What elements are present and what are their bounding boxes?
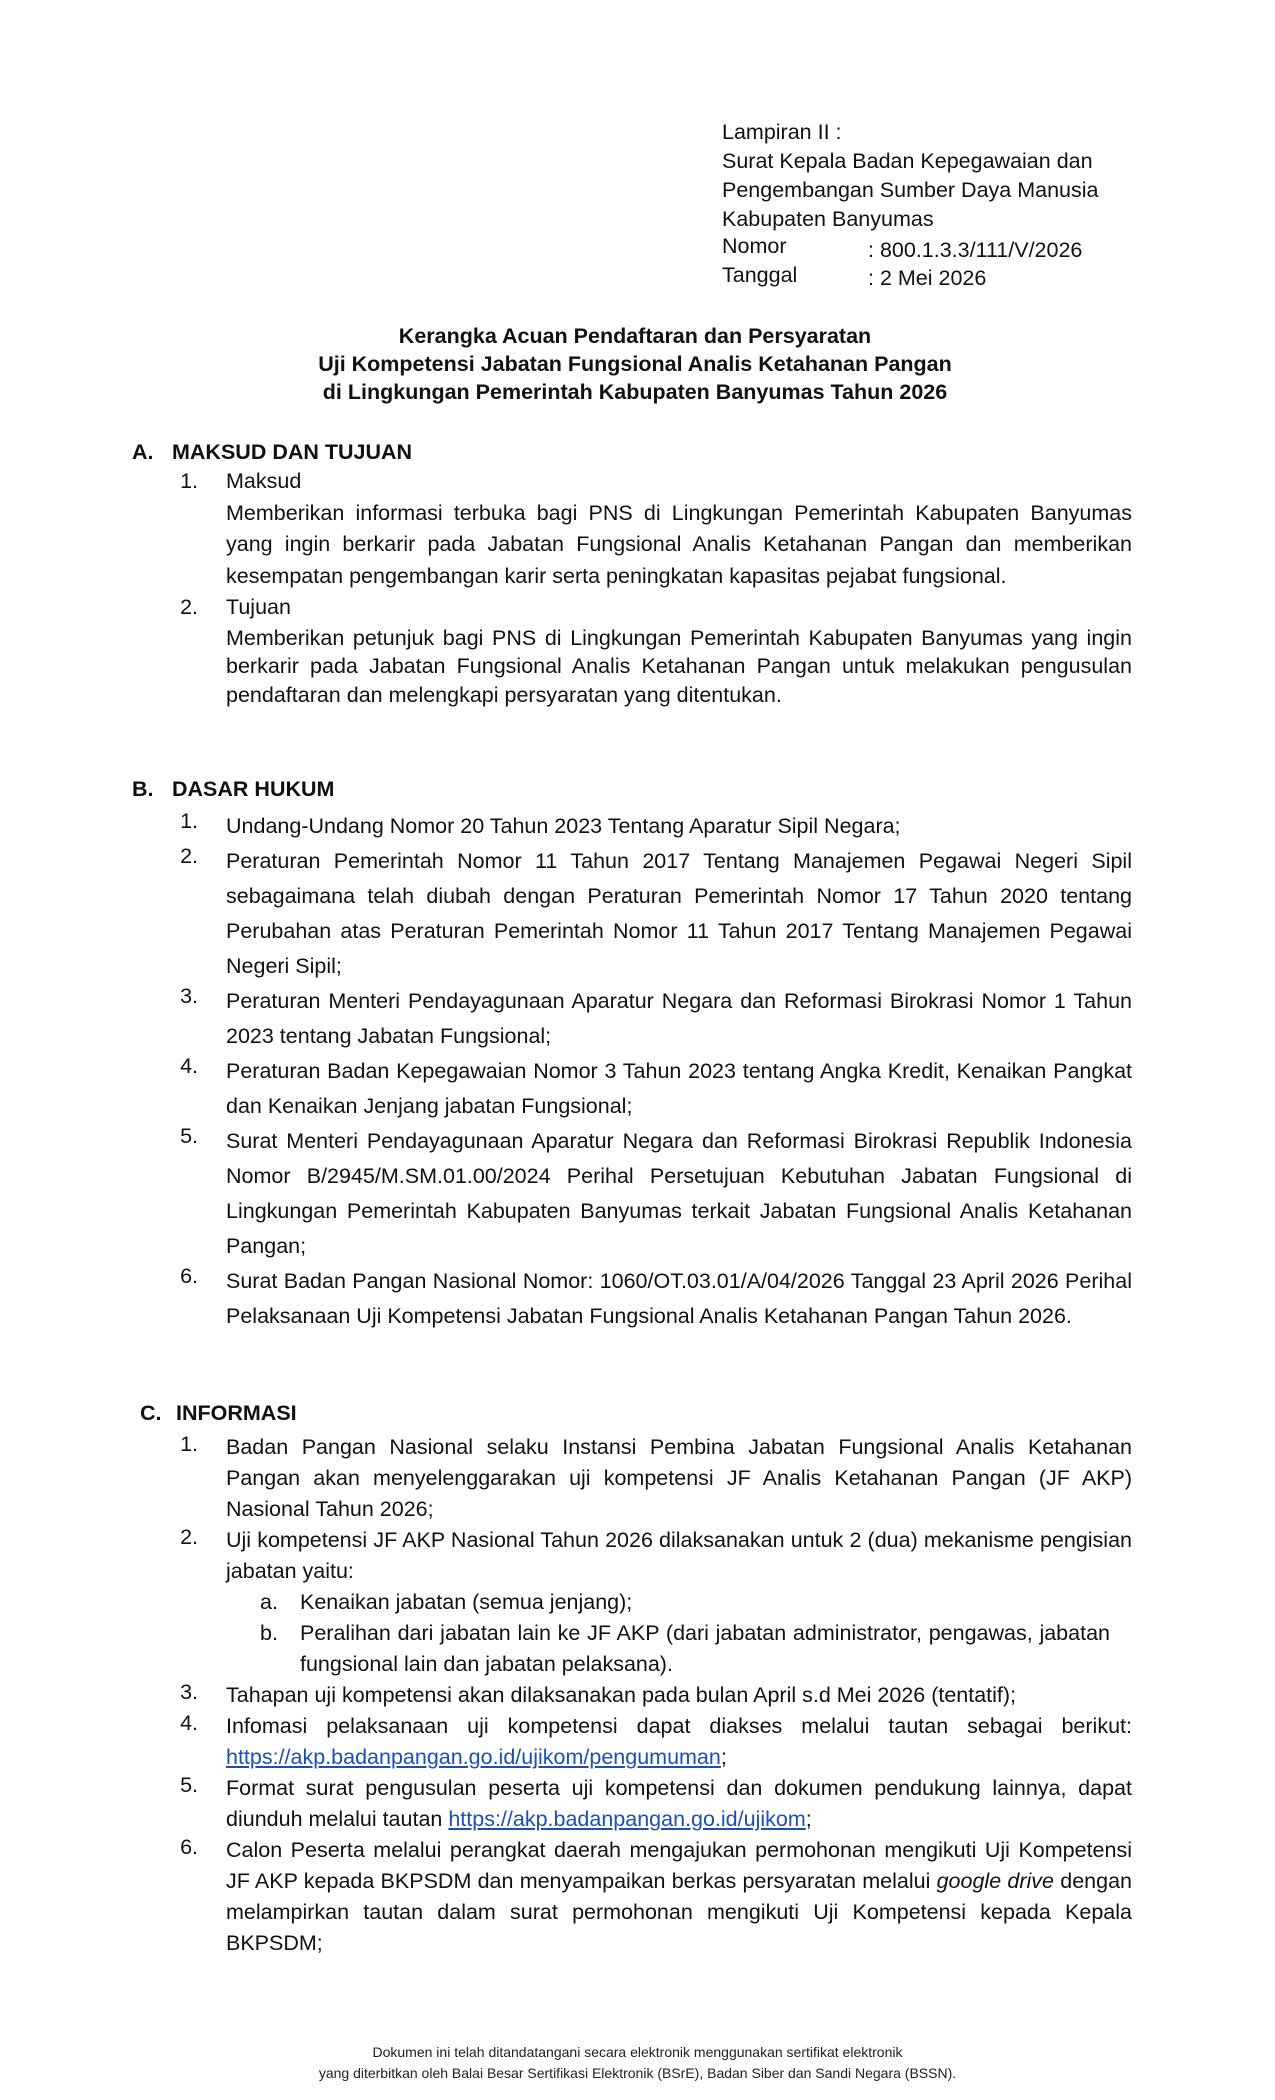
section-letter: B. — [132, 777, 154, 801]
attachment-line-1: Lampiran II : — [722, 120, 842, 144]
list-item — [132, 1835, 1132, 1959]
attachment-line-4: Kabupaten Banyumas — [722, 207, 934, 231]
item-label: Tujuan — [226, 595, 291, 619]
item-text-italic: google drive — [936, 1869, 1054, 1893]
item-text: dengan melampirkan tautan dalam surat permohonan mengikuti Uji Kompetensi kepada Kepala BKPSDM; — [226, 1869, 1132, 1955]
section-title: DASAR HUKUM — [172, 777, 335, 801]
item-text: Infomasi pelaksanaan uji kompetensi dapat diakses melalui tautan sebagai berikut: — [226, 1714, 1132, 1738]
item-text: Memberikan petunjuk bagi PNS di Lingkungan Pemerintah Kabupaten Banyumas yang ingin berkarir pada Jabatan Fungsional Analis Ketahanan Pangan untuk melakukan pengusulan pendaftaran dan melengkapi persyaratan yang ditentukan. — [226, 625, 1132, 707]
list-item — [132, 844, 1132, 984]
section-informasi — [132, 1398, 1132, 1959]
item-text: Surat Badan Pangan Nasional Nomor: 1060/OT.03.01/A/04/2026 Tanggal 23 April 2026 Perihal Pelaksanaan Uji Kompetensi Jabatan Fungsional Analis Ketahanan Pangan Tahun 2026. — [226, 1269, 1132, 1328]
list-number: 5. — [180, 1773, 198, 1797]
list-item — [132, 1525, 1132, 1680]
section-letter: A. — [132, 440, 154, 464]
list-item — [132, 592, 1132, 709]
nomor-label: Nomor — [722, 234, 787, 258]
item-text: Calon Peserta melalui perangkat daerah mengajukan permohonan mengikuti Uji Kompetensi JF AKP kepada BKPSDM dan menyampaikan berkas persyaratan melalui — [226, 1838, 1132, 1893]
item-text: Peraturan Pemerintah Nomor 11 Tahun 2017 Tentang Manajemen Pegawai Negeri Sipil sebagaimana telah diubah dengan Peraturan Pemerintah Nomor 17 Tahun 2020 tentang Perubahan atas Peraturan Pemerintah Nomor 11 Tahun 2017 Tentang Manajemen Pegawai Negeri Sipil; — [226, 849, 1132, 978]
attachment-tanggal-row — [722, 261, 1162, 290]
list-item — [132, 1432, 1132, 1525]
list-number: 3. — [180, 1680, 198, 1704]
title-line-2: Uji Kompetensi Jabatan Fungsional Analis Ketahanan Pangan — [318, 352, 952, 376]
list-number: 2. — [180, 595, 198, 619]
list-number: 4. — [180, 1054, 198, 1078]
sub-list-letter: a. — [260, 1590, 278, 1614]
section-maksud-tujuan — [132, 438, 1132, 709]
sub-list-item — [226, 1618, 1132, 1680]
tanggal-label: Tanggal — [722, 263, 798, 287]
item-label: Maksud — [226, 469, 302, 493]
list-number: 3. — [180, 984, 198, 1008]
attachment-line-2: Surat Kepala Badan Kepegawaian dan — [722, 149, 1093, 173]
list-item — [132, 1773, 1132, 1835]
attachment-nomor-row — [722, 232, 1162, 261]
sub-list-letter: b. — [260, 1621, 278, 1645]
item-text: Memberikan informasi terbuka bagi PNS di Lingkungan Pemerintah Kabupaten Banyumas yang ingin berkarir pada Jabatan Fungsional Analis Ketahanan Pangan dan memberikan kesempatan pengembangan karir serta peningkatan kapasitas pejabat fungsional. — [226, 500, 1132, 588]
tanggal-value: : 2 Mei 2026 — [868, 266, 987, 290]
item-punct: ; — [720, 1745, 727, 1769]
announcement-link[interactable]: https://akp.badanpangan.go.id/ujikom/pengumuman — [226, 1745, 721, 1769]
ujikom-link[interactable]: https://akp.badanpangan.go.id/ujikom — [448, 1807, 806, 1831]
item-text: Peraturan Badan Kepegawaian Nomor 3 Tahun 2023 tentang Angka Kredit, Kenaikan Pangkat dan Kenaikan Jenjang jabatan Fungsional; — [226, 1059, 1132, 1118]
list-number: 1. — [180, 809, 198, 833]
list-number: 4. — [180, 1711, 198, 1735]
attachment-line-3: Pengembangan Sumber Daya Manusia — [722, 178, 1099, 202]
list-item — [132, 1054, 1132, 1124]
list-number: 1. — [180, 1432, 198, 1456]
footer-line-1: Dokumen ini telah ditandatangani secara elektronik menggunakan sertifikat elektronik — [372, 2044, 903, 2060]
nomor-value: : 800.1.3.3/111/V/2026 — [868, 238, 1083, 262]
section-dasar-hukum — [132, 774, 1132, 1334]
section-c-heading — [132, 1398, 1132, 1428]
item-text: Surat Menteri Pendayagunaan Aparatur Negara dan Reformasi Birokrasi Republik Indonesia Nomor B/2945/M.SM.01.00/2024 Perihal Persetujuan Kebutuhan Jabatan Fungsional di Lingkungan Pemerintah Kabupaten Banyumas terkait Jabatan Fungsional Analis Ketahanan Pangan; — [226, 1129, 1132, 1258]
section-a-heading — [132, 438, 1132, 466]
list-item — [132, 1264, 1132, 1334]
item-punct: ; — [805, 1807, 812, 1831]
footer-line-2: yang diterbitkan oleh Balai Besar Sertifikasi Elektronik (BSrE), Badan Siber dan Sandi Negara (BSSN). — [318, 2065, 957, 2081]
sub-item-text: Peralihan dari jabatan lain ke JF AKP (dari jabatan administrator, pengawas, jabatan fungsional lain dan jabatan pelaksana). — [300, 1621, 1110, 1676]
section-title: INFORMASI — [176, 1401, 297, 1425]
list-item — [132, 809, 1132, 844]
title-line-1: Kerangka Acuan Pendaftaran dan Persyaratan — [398, 324, 872, 348]
e-signature-footer — [0, 2042, 1275, 2084]
document-title — [230, 322, 1040, 406]
section-title: MAKSUD DAN TUJUAN — [172, 440, 413, 464]
list-item — [132, 1680, 1132, 1711]
item-text: Uji kompetensi JF AKP Nasional Tahun 2026 dilaksanakan untuk 2 (dua) mekanisme pengisian jabatan yaitu: — [226, 1528, 1132, 1583]
list-number: 2. — [180, 844, 198, 868]
list-number: 1. — [180, 469, 198, 493]
item-text: Badan Pangan Nasional selaku Instansi Pembina Jabatan Fungsional Analis Ketahanan Pangan akan menyelenggarakan uji kompetensi JF Analis Ketahanan Pangan (JF AKP) Nasional Tahun 2026; — [226, 1435, 1132, 1521]
sub-list-item — [226, 1587, 1132, 1618]
item-text: Undang-Undang Nomor 20 Tahun 2023 Tentang Aparatur Sipil Negara; — [226, 814, 901, 838]
sub-item-text: Kenaikan jabatan (semua jenjang); — [300, 1590, 633, 1614]
item-text: Peraturan Menteri Pendayagunaan Aparatur Negara dan Reformasi Birokrasi Nomor 1 Tahun 2023 tentang Jabatan Fungsional; — [226, 989, 1132, 1048]
list-item — [132, 1124, 1132, 1264]
list-item — [132, 984, 1132, 1054]
list-item — [132, 466, 1132, 592]
list-item — [132, 1711, 1132, 1773]
list-number: 5. — [180, 1124, 198, 1148]
item-text: Format surat pengusulan peserta uji kompetensi dan dokumen pendukung lainnya, dapat diunduh melalui tautan — [226, 1776, 1132, 1831]
title-line-3: di Lingkungan Pemerintah Kabupaten Banyumas Tahun 2026 — [322, 380, 948, 404]
item-text: Tahapan uji kompetensi akan dilaksanakan pada bulan April s.d Mei 2026 (tentatif); — [226, 1683, 1017, 1707]
attachment-header — [722, 118, 1162, 290]
section-b-heading — [132, 774, 1132, 804]
list-number: 2. — [180, 1525, 198, 1549]
section-letter: C. — [140, 1401, 162, 1425]
list-number: 6. — [180, 1835, 198, 1859]
list-number: 6. — [180, 1264, 198, 1288]
